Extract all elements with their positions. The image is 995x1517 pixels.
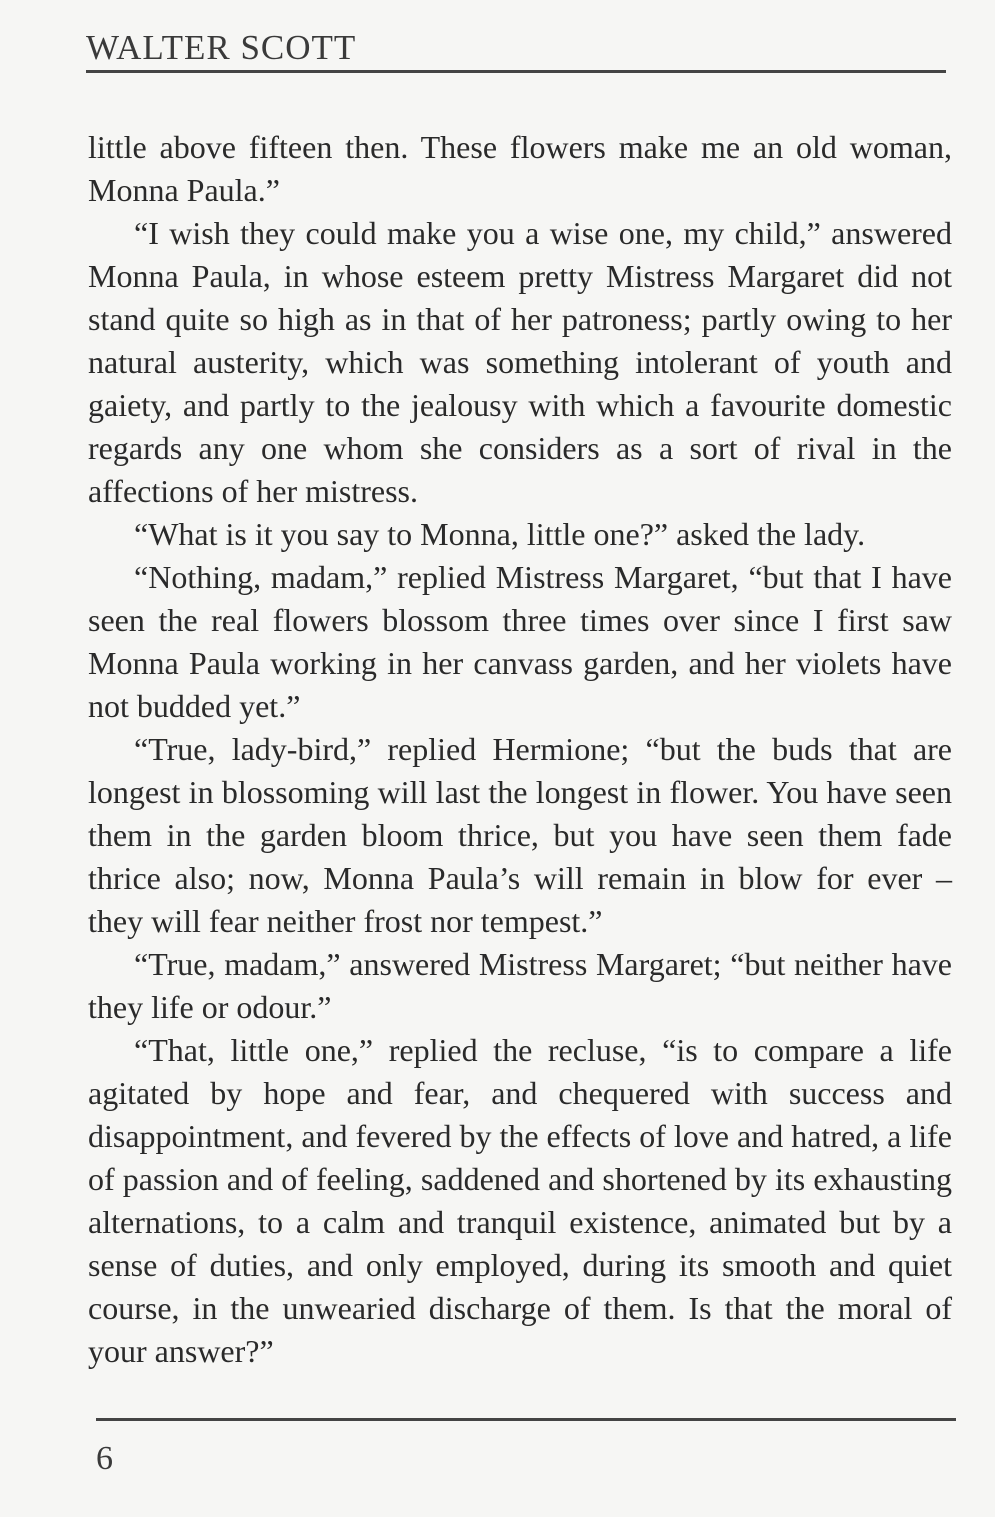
body-text bbox=[88, 126, 952, 1373]
footer-rule bbox=[96, 1418, 956, 1421]
paragraph: “That, little one,” replied the recluse, “is to compare a life agitated by hope and fear, and chequered with success and disappointment, and fevered by the effects of love and hatred, a life of passion and of feeling, saddened and shortened by its exhausting alternations, to a calm and tranquil existence, animated but by a sense of duties, and only employed, during its smooth and quiet course, in the unwearied discharge of them. Is that the moral of your answer?” bbox=[88, 1032, 952, 1369]
header-rule bbox=[86, 70, 946, 73]
page-number: 6 bbox=[96, 1440, 113, 1477]
paragraph: “Nothing, madam,” replied Mistress Margaret, “but that I have seen the real flowers blossom three times over since I first saw Monna Paula working in her canvass garden, and her violets have not budded yet.” bbox=[88, 559, 952, 724]
paragraph: “True, madam,” answered Mistress Margaret; “but neither have they life or odour.” bbox=[88, 946, 952, 1025]
paragraph: little above fifteen then. These flowers make me an old woman, Monna Paula.” bbox=[88, 129, 952, 208]
paragraph: “What is it you say to Monna, little one?” asked the lady. bbox=[134, 516, 866, 552]
paragraph: “True, lady-bird,” replied Hermione; “but the buds that are longest in blossoming will last the longest in flower. You have seen them in the garden bloom thrice, but you have seen them fade thrice also; now, Monna Paula’s will remain in blow for ever – they will fear neither frost nor tempest.” bbox=[88, 731, 952, 939]
paragraph: “I wish they could make you a wise one, my child,” answered Monna Paula, in whose esteem pretty Mistress Margaret did not stand quite so high as in that of her patroness; partly owing to her natural austerity, which was something intolerant of youth and gaiety, and partly to the jealousy with which a favourite domestic regards any one whom she considers as a sort of rival in the affections of her mistress. bbox=[88, 215, 952, 509]
running-head: WALTER SCOTT bbox=[86, 28, 357, 67]
